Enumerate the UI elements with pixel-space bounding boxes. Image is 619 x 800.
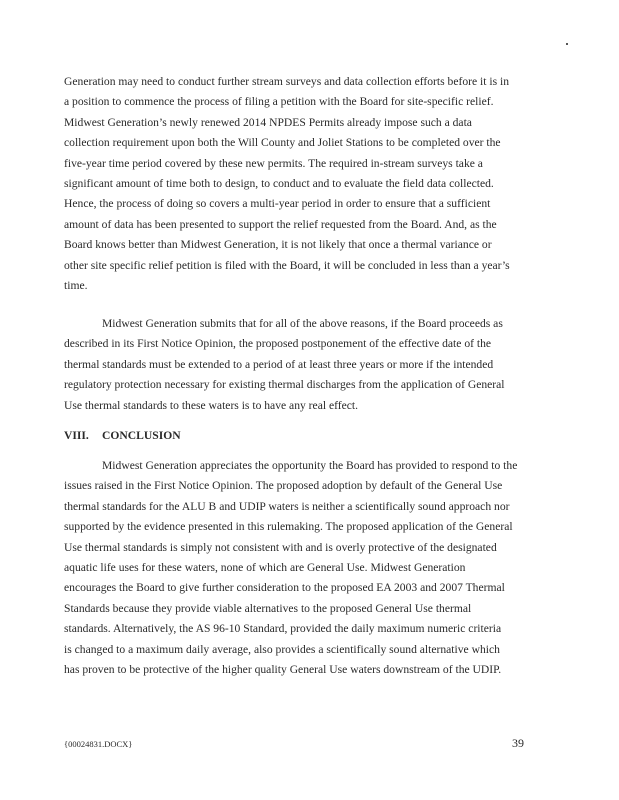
paragraph-line: Hence, the process of doing so covers a multi-year period in order to ensure that a sufficient	[64, 197, 491, 211]
section-number: VIII.	[64, 429, 89, 442]
paragraph-line: Midwest Generation appreciates the opportunity the Board has provided to respond to the	[102, 459, 518, 472]
paragraph-line: aquatic life uses for these waters, none of which are General Use. Midwest Generation	[64, 561, 466, 575]
paragraph-line: collection requirement upon both the Will County and Joliet Stations to be completed over the	[64, 136, 501, 150]
paragraph-line: Generation may need to conduct further stream surveys and data collection efforts before it is in	[64, 75, 510, 88]
paragraph-line: five-year time period covered by these new permits. The required in-stream surveys take a	[64, 156, 483, 170]
paragraph-line: issues raised in the First Notice Opinion. The proposed adoption by default of the General Use	[64, 479, 503, 493]
scan-speck	[566, 43, 568, 45]
paragraph-line: is changed to a maximum daily average, also provides a scientifically sound alternative which	[64, 642, 500, 656]
paragraph-2	[64, 314, 552, 416]
paragraph-line: amount of data has been presented to support the relief requested from the Board. And, as the	[64, 217, 497, 231]
paragraph-line: supported by the evidence presented in this rulemaking. The proposed application of the General	[64, 520, 513, 534]
paragraph-line: encourages the Board to give further consideration to the proposed EA 2003 and 2007 Thermal	[64, 581, 505, 595]
paragraph-line: thermal standards for the ALU B and UDIP waters is neither a scientifically sound approach nor	[64, 499, 510, 513]
document-code: {00024831.DOCX}	[64, 739, 133, 749]
paragraph-line: Use thermal standards to these waters is to have any real effect.	[64, 398, 359, 412]
paragraph-line: regulatory protection necessary for existing thermal discharges from the application of General	[64, 378, 505, 392]
paragraph-line: Use thermal standards is simply not consistent with and is overly protective of the designated	[64, 540, 497, 554]
paragraph-line: described in its First Notice Opinion, the proposed postponement of the effective date of the	[64, 337, 492, 351]
paragraph-line: Midwest Generation’s newly renewed 2014 NPDES Permits already impose such a data	[64, 115, 472, 129]
paragraph-3	[64, 456, 552, 680]
paragraph-line: standards. Alternatively, the AS 96-10 Standard, provided the daily maximum numeric criteria	[64, 622, 502, 636]
paragraph-1	[64, 72, 552, 296]
section-heading	[64, 429, 181, 442]
paragraph-line: Midwest Generation submits that for all of the above reasons, if the Board proceeds as	[102, 317, 503, 330]
paragraph-line: a position to commence the process of filing a petition with the Board for site-specific relief.	[64, 95, 494, 109]
paragraph-line: significant amount of time both to design, to conduct and to evaluate the field data collected.	[64, 177, 494, 191]
paragraph-line: thermal standards must be extended to a period of at least three years or more if the intended	[64, 357, 494, 371]
paragraph-line: other site specific relief petition is filed with the Board, it will be concluded in less than a year’s	[64, 258, 510, 272]
page-number: 39	[512, 736, 524, 750]
paragraph-line: Board knows better than Midwest Generation, it is not likely that once a thermal variance or	[64, 238, 492, 252]
paragraph-line: has proven to be protective of the higher quality General Use waters downstream of the UDIP.	[64, 663, 502, 677]
section-title: CONCLUSION	[102, 429, 181, 442]
paragraph-line: time.	[64, 279, 88, 293]
paragraph-line: Standards because they provide viable alternatives to the proposed General Use thermal	[64, 601, 472, 615]
